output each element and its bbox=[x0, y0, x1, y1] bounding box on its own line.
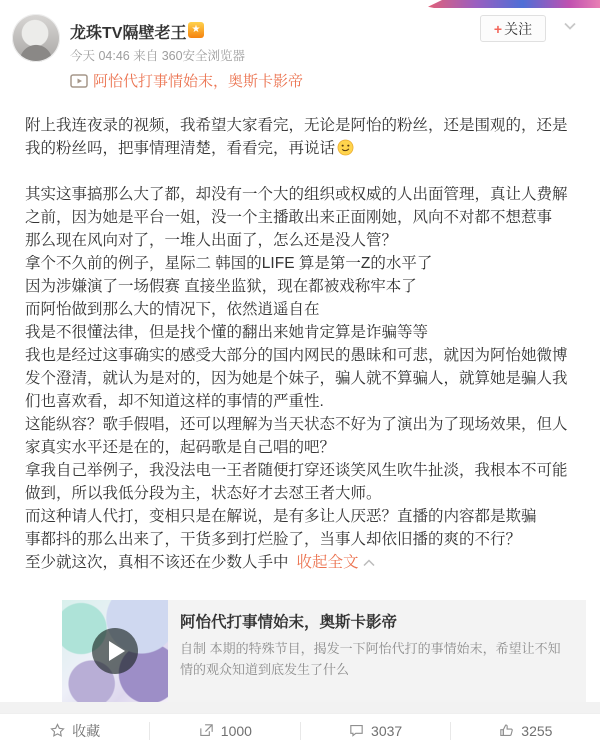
post-blank-line bbox=[25, 160, 580, 183]
repost-count: 1000 bbox=[220, 722, 252, 739]
post-text-line: 而这种请人代打，变相只是在解说，是有多让人厌恶？直播的内容都是欺骗 bbox=[25, 508, 537, 525]
video-link[interactable] bbox=[70, 70, 303, 91]
thumbs-up-icon bbox=[498, 722, 515, 739]
post-text-line: 做到，所以我低分段为主，状态好才去怼王者大师。 bbox=[25, 485, 382, 502]
comment-bubble-icon bbox=[348, 722, 365, 739]
post-text-segment: 我的粉丝吗，把事情理清楚，看看完，再说话 bbox=[25, 140, 336, 157]
follow-button[interactable] bbox=[480, 15, 546, 42]
post-text-line: 我也是经过这事确实的感受大部分的国内网民的愚昧和可悲，就因为阿怡她微博 bbox=[25, 347, 568, 364]
collapse-full-text-link[interactable]: 收起全文 bbox=[296, 554, 359, 571]
star-icon bbox=[49, 722, 66, 739]
banner-gradient-strip bbox=[428, 0, 600, 8]
share-icon bbox=[198, 722, 215, 739]
video-link-label: 阿怡代打事情始末，奥斯卡影帝 bbox=[93, 73, 304, 90]
post-text-line: 其实这事搞那么大了都，却没有一个大的组织或权威的人出面管理，真让人费解 bbox=[25, 186, 568, 203]
post-text-line: 发个澄清，就认为是对的，因为她是个妹子，骗人就不算骗人，就算她是骗人我 bbox=[25, 370, 568, 387]
comment-count: 3037 bbox=[371, 722, 403, 739]
caret-up-icon[interactable] bbox=[363, 551, 375, 559]
video-card-description: 自制 本期的特殊节目，揭发一下阿怡代打的事情始末，希望让不知情的观众知道到底发生了什么 bbox=[180, 641, 561, 677]
post-text-line: 我是不很懂法律，但是找个懂的翻出来她肯定算是诈骗等等 bbox=[25, 324, 429, 341]
video-card-title: 阿怡代打事情始末，奥斯卡影帝 bbox=[180, 614, 398, 631]
like-count: 3255 bbox=[521, 722, 553, 739]
repost-button[interactable] bbox=[150, 714, 299, 747]
post-text-line: 家真实水平还是在的，起码歌是自己唱的吧？ bbox=[25, 439, 336, 456]
post-last-line bbox=[25, 551, 580, 574]
video-card[interactable] bbox=[62, 600, 586, 702]
post-text-line: 附上我连夜录的视频，我希望大家看完，无论是阿怡的粉丝，还是围观的，还是 bbox=[25, 117, 568, 134]
follow-label: 关注 bbox=[504, 20, 533, 37]
post-text-line: 拿个不久前的例子，星际二 韩国的LIFE 算是第一Z的水平了 bbox=[25, 255, 433, 272]
post-text-line: 事都抖的那么出来了，干货多到打烂脸了，当事人却依旧播的爽的不行？ bbox=[25, 531, 522, 548]
post-text-line: 拿我自己举例子，我没法电一王者随便打穿还谈笑风生吹牛扯淡，我根本不可能 bbox=[25, 462, 568, 479]
post-text-line: 而阿怡做到那么大的情况下，依然逍遥自在 bbox=[25, 301, 320, 318]
username[interactable]: 龙珠TV隔壁老王 bbox=[70, 25, 187, 42]
post-body bbox=[25, 114, 580, 574]
post-text-line: 们也喜欢看，却不知道这样的事情的严重性. bbox=[25, 393, 324, 410]
like-button[interactable] bbox=[451, 714, 600, 747]
post-text-line: 之前，因为她是平台一姐，没一个主播敢出来正面刚她，风向不对都不想惹事 bbox=[25, 209, 553, 226]
video-thumbnail bbox=[62, 600, 168, 702]
follow-plus: + bbox=[493, 20, 503, 37]
avatar[interactable] bbox=[12, 14, 60, 62]
post-text-line bbox=[25, 137, 580, 160]
action-bar bbox=[0, 713, 600, 747]
vip-badge-icon: ★ bbox=[188, 22, 204, 38]
post-text-line: 那么现在风向对了，一堆人出面了，怎么还是没人管？ bbox=[25, 232, 398, 249]
post-text-line: 这能纵容？歌手假唱，还可以理解为当天状态不好为了演出为了现场效果，但人 bbox=[25, 416, 568, 433]
favorite-button[interactable] bbox=[0, 714, 149, 747]
post-timestamp[interactable]: 今天 04:46 来自 360安全浏览器 bbox=[70, 49, 246, 63]
play-icon[interactable] bbox=[92, 628, 138, 674]
naughty-face-emoji-icon bbox=[337, 139, 354, 156]
post-text-segment: 至少就这次，真相不该还在少数人手中 bbox=[25, 554, 289, 571]
comment-button[interactable] bbox=[301, 714, 450, 747]
chevron-down-icon[interactable] bbox=[562, 18, 578, 34]
favorite-label: 收藏 bbox=[72, 722, 101, 739]
section-divider bbox=[0, 702, 600, 713]
post-text-line: 因为涉嫌演了一场假赛 直接坐监狱，现在都被戏称牢本了 bbox=[25, 278, 417, 295]
video-icon bbox=[70, 74, 88, 88]
